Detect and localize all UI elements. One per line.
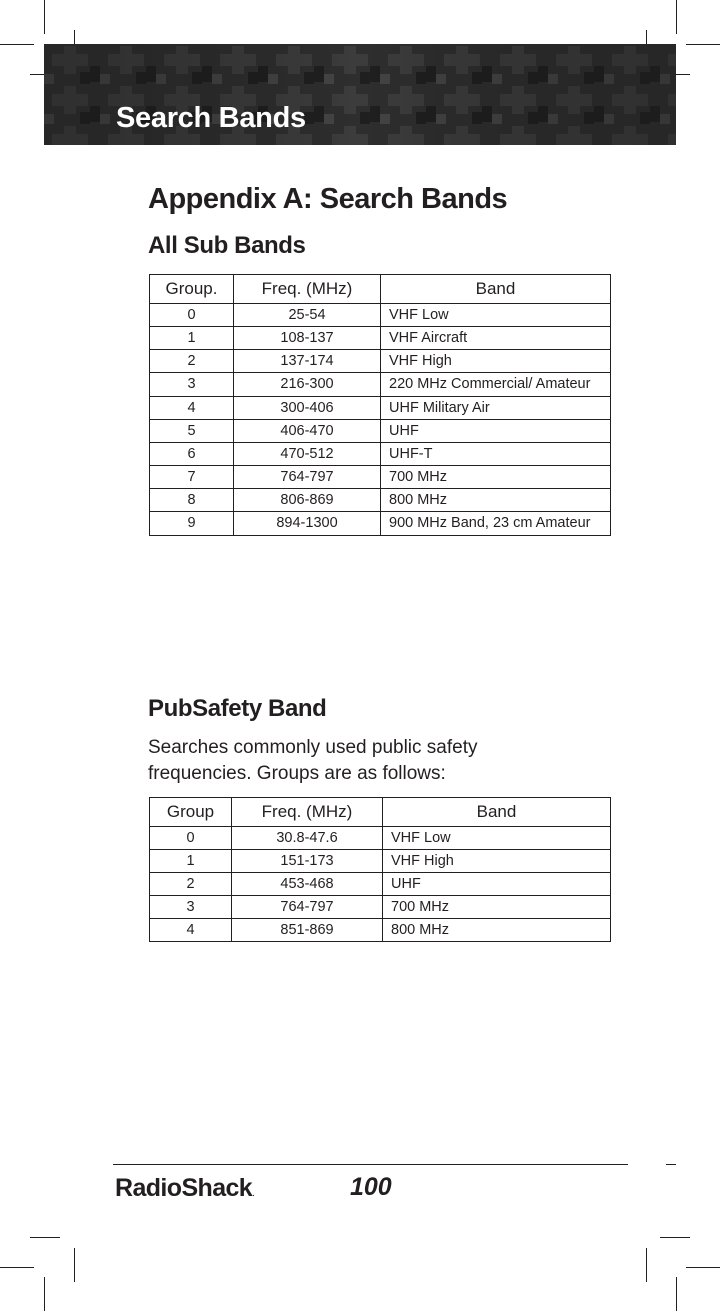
radioshack-logo [115,1174,254,1203]
page-title: Appendix A: Search Bands [148,183,508,215]
band-cell: 220 MHz Commercial/ Amateur [381,373,611,397]
group-cell: 3 [150,896,232,919]
band-cell: VHF High [383,850,611,873]
column-header-band: Band [381,275,611,304]
table-row [150,873,611,896]
banner-title: Search Bands [116,102,306,134]
group-cell: 1 [150,327,234,350]
freq-cell: 137-174 [234,350,381,373]
table-row [150,827,611,850]
header-banner [44,44,676,145]
group-cell: 3 [150,373,234,397]
freq-cell: 470-512 [234,443,381,466]
group-cell: 9 [150,512,234,536]
band-cell: 700 MHz [381,466,611,489]
crop-mark [660,1237,690,1238]
crop-mark [666,1164,676,1165]
crop-mark [676,0,677,34]
band-cell: 800 MHz [381,489,611,512]
table-row [150,397,611,420]
group-cell: 7 [150,466,234,489]
band-cell: UHF [383,873,611,896]
table-row [150,350,611,373]
table-row [150,373,611,397]
crop-mark [0,44,34,45]
freq-cell: 30.8-47.6 [232,827,383,850]
brand-mark: . [252,1188,255,1199]
freq-cell: 300-406 [234,397,381,420]
group-cell: 1 [150,850,232,873]
freq-cell: 764-797 [232,896,383,919]
freq-cell: 406-470 [234,420,381,443]
freq-cell: 453-468 [232,873,383,896]
crop-mark [30,1237,60,1238]
page-number: 100 [350,1173,392,1201]
band-cell: UHF-T [381,443,611,466]
freq-cell: 25-54 [234,304,381,327]
column-header-freq: Freq. (MHz) [232,798,383,827]
table-header-row [150,798,611,827]
band-cell: VHF Low [381,304,611,327]
freq-cell: 108-137 [234,327,381,350]
pubsafety-table [149,797,611,942]
table-row [150,304,611,327]
table-row [150,443,611,466]
band-cell: 800 MHz [383,919,611,942]
all-sub-bands-table [149,274,611,536]
crop-mark [686,1267,720,1268]
column-header-group: Group [150,798,232,827]
crop-mark [0,1267,34,1268]
band-cell: UHF Military Air [381,397,611,420]
freq-cell: 764-797 [234,466,381,489]
table-row [150,466,611,489]
table-row [150,420,611,443]
freq-cell: 806-869 [234,489,381,512]
group-cell: 2 [150,873,232,896]
table-header-row [150,275,611,304]
freq-cell: 851-869 [232,919,383,942]
crop-mark [676,1277,677,1311]
table-row [150,850,611,873]
crop-mark [686,44,720,45]
table-row [150,327,611,350]
group-cell: 4 [150,397,234,420]
group-cell: 0 [150,304,234,327]
column-header-group: Group. [150,275,234,304]
band-cell: VHF Aircraft [381,327,611,350]
table-row [150,896,611,919]
table-row [150,512,611,536]
crop-mark [44,0,45,34]
group-cell: 8 [150,489,234,512]
freq-cell: 151-173 [232,850,383,873]
band-cell: VHF Low [383,827,611,850]
column-header-freq: Freq. (MHz) [234,275,381,304]
column-header-band: Band [383,798,611,827]
group-cell: 4 [150,919,232,942]
band-cell: VHF High [381,350,611,373]
pubsafety-description: Searches commonly used public safety frequencies. Groups are as follows: [148,737,478,784]
table-row [150,919,611,942]
group-cell: 6 [150,443,234,466]
freq-cell: 216-300 [234,373,381,397]
crop-mark [646,1248,647,1282]
brand-name: RadioShack [115,1174,253,1202]
footer-rule [113,1164,628,1165]
group-cell: 2 [150,350,234,373]
group-cell: 5 [150,420,234,443]
section-heading-pubsafety: PubSafety Band [148,695,327,722]
crop-mark [74,1248,75,1282]
band-cell: UHF [381,420,611,443]
group-cell: 0 [150,827,232,850]
section-heading-all-sub-bands: All Sub Bands [148,232,306,259]
band-cell: 700 MHz [383,896,611,919]
band-cell: 900 MHz Band, 23 cm Amateur [381,512,611,536]
table-row [150,489,611,512]
crop-mark [44,1277,45,1311]
freq-cell: 894-1300 [234,512,381,536]
